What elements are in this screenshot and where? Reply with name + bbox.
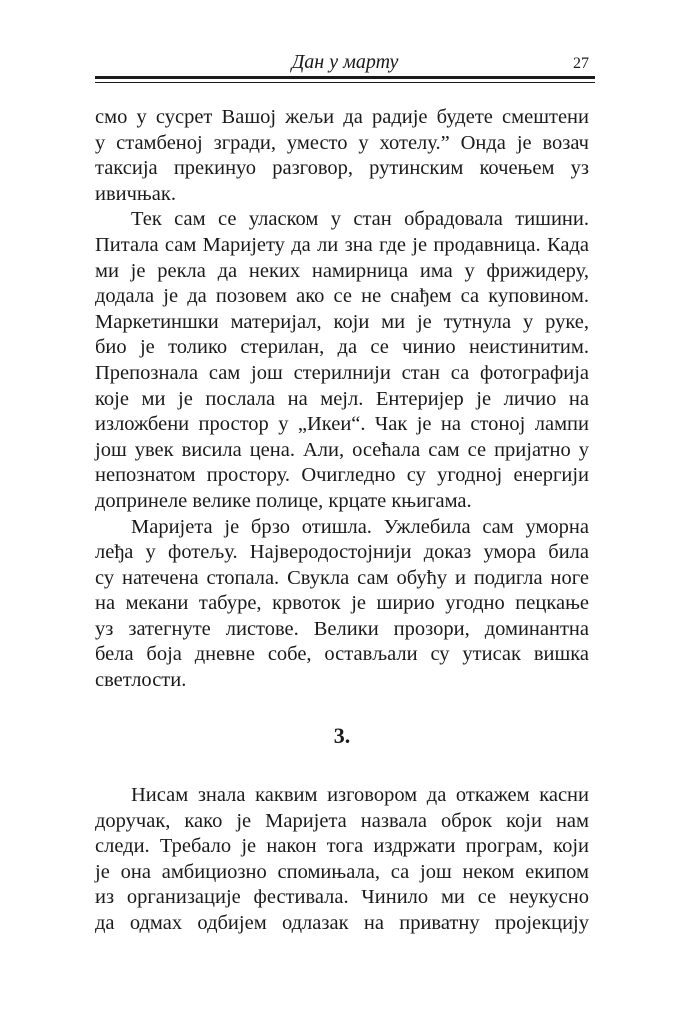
text-line: Нисам знала каквим изговором да откажем касни [131,784,589,806]
text-line: леђа у фотељу. Најверодостојнији доказ умора била [95,541,589,564]
text-line: Маријета је брзо отишла. Ужлебила сам уморна [131,515,589,538]
text-line: таксија прекинуо разговор, рутинским кочењем уз [95,157,589,180]
text-line: ми је рекла да неких намирница има у фрижидеру, [95,259,589,282]
page-number: 27 [573,55,589,72]
text-line: из организације фестивала. Чинило ми се неукусно [95,886,589,909]
text-line: бела боја дневне собе, остављали су утисак вишка [95,643,589,666]
body-text-block-2 [95,783,589,937]
text-line: додала је да позовем ако се не снађем са куповином. [95,285,589,308]
text-line: изложбени простор у „Икеи“. Чак је на стоној лампи [95,413,589,436]
text-line: Препознала сам још стерилнији стан са фотографија [95,361,589,384]
text-line: доручак, како је Маријета назвала оброк који нам [95,809,589,832]
text-line: у стамбеној згради, уместо у хотелу.” Онда је возач [95,131,589,154]
text-line: смо у сусрет Вашој жељи да радије будете смештени [95,106,589,128]
text-line: још увек висила цена. Али, осећала сам се пријатно у [95,438,589,461]
text-line: су натечена стопала. Свукла сам обућу и подигла ноге [95,566,589,589]
text-line: да одмах одбијем одлазак на приватну пројекцију [95,911,589,934]
text-line: био је толико стерилан, да се чинио неистинитим. [95,336,589,359]
text-line: на мекани табуре, крвоток је ширио угодно пецкање [95,592,589,615]
header-rule-thick [95,76,595,79]
text-line: које ми је послала на мејл. Ентеријер је личио на [95,387,589,410]
text-line: је она амбициозно спомињала, са још неком екипом [95,860,589,883]
text-line: светлости. [95,669,187,692]
text-line: ивичњак. [95,182,176,205]
text-line: непознатом простору. Очигледно су угодној енергији [95,464,589,487]
text-line: Тек сам се уласком у стан обрадовала тишини. [131,208,589,231]
section-number: 3. [333,723,351,748]
header-rule-thin [95,82,595,83]
text-line: допринеле велике полице, крцате књигама. [95,489,472,512]
text-line: Маркетиншки материјал, који ми је тутнула у руке, [95,310,589,333]
running-title: Дан у марту [291,51,399,73]
body-text-block-1 [95,105,589,694]
text-line: Питала сам Маријету да ли зна где је продавница. Када [95,233,589,256]
text-line: уз затегнуте листове. Велики прозори, доминантна [95,617,589,640]
running-head [95,46,595,74]
text-line: следи. Требало је након тога издржати програм, који [95,835,589,858]
